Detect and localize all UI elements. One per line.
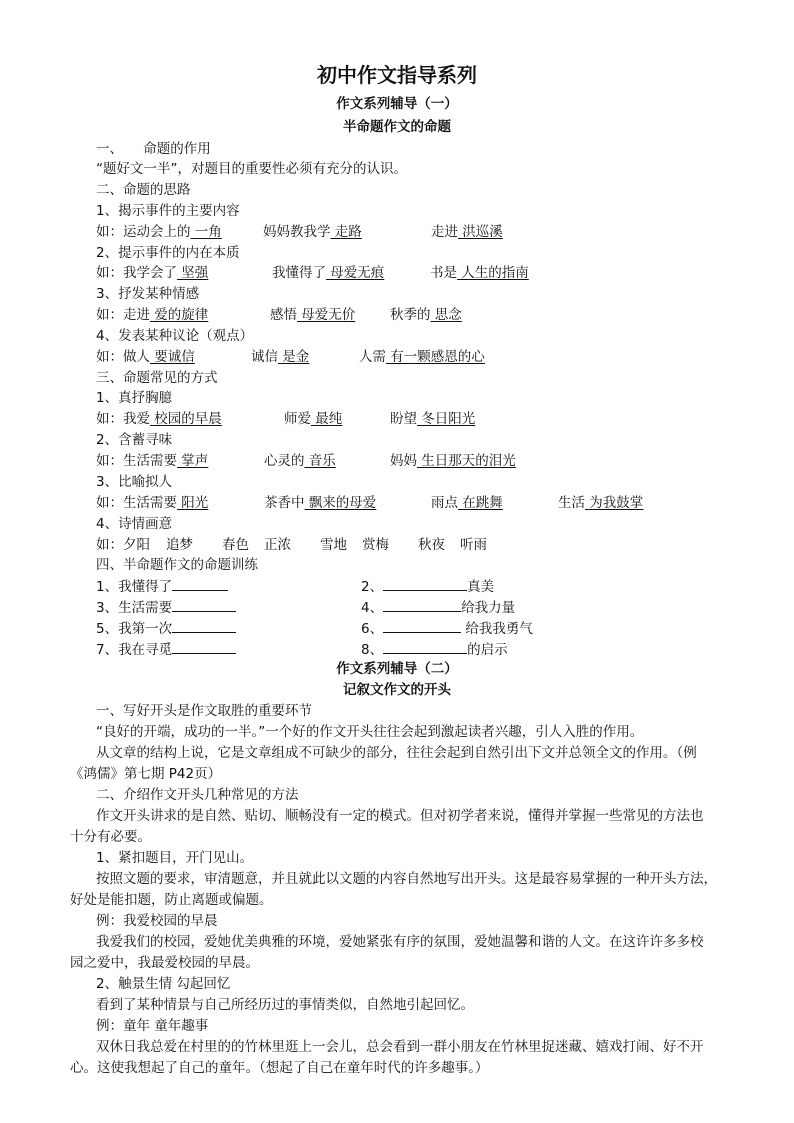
example-item: 我懂得了 母爱无痕 [272,265,385,281]
example-item: 秋夜 [418,537,445,553]
example-item: 如：我学会了 坚强 [96,265,209,281]
subheading: 2、触景生情 勾起回忆 [96,976,231,992]
subheading: 4、发表某种议论（观点） [96,328,254,344]
paragraph: 我爱我们的校园，爱她优美典雅的环境，爱她紧张有序的氛围，爱她温馨和谐的人文。在这许许多多校 [96,934,704,950]
section2-title: 作文系列辅导（二） [336,661,458,677]
example-item: 如：走进 爱的旋律 [96,307,209,323]
example-item: 盼望 冬日阳光 [390,411,476,427]
blank-line [383,578,467,591]
example-item: 诚信 是金 [251,349,310,365]
training-item: 4、 给我力量 [361,600,516,616]
training-item: 2、 真美 [361,579,495,595]
example-item: 正浓 [264,537,291,553]
blank-line [172,599,236,612]
section2-subtitle: 记叙文作文的开头 [343,682,451,698]
subheading: 4、诗情画意 [96,516,173,532]
example-item: 如：生活需要 掌声 [96,453,209,469]
example-title: 例：童年 童年趣事 [96,1018,209,1034]
example-item: 师爱 最纯 [284,411,343,427]
example-item: 如：生活需要 阳光 [96,495,209,511]
paragraph: 双休日我总爱在村里的的竹林里逛上一会儿，总会看到一群小朋友在竹林里捉迷藏、嬉戏打闹、好不开 [96,1039,704,1055]
blank-line [383,599,461,612]
heading-1: 一、 命题的作用 [96,141,211,157]
example-item: 如：做人 要诚信 [96,349,195,365]
example-item: 茶香中 飘来的母爱 [264,495,377,511]
example-item: 雨点 在跳舞 [431,495,503,511]
blank-line [172,578,228,591]
heading-2: 二、介绍作文开头几种常见的方法 [96,787,299,803]
training-item: 8、 的启示 [361,642,508,658]
subheading: 1、揭示事件的主要内容 [96,203,240,219]
example-item: 雪地 [320,537,347,553]
section1-subtitle: 半命题作文的命题 [343,119,451,135]
example-item: 人需 有一颗感恩的心 [359,349,485,365]
blank-line [383,641,467,654]
training-item: 1、我懂得了 [96,578,228,596]
heading-1: 一、写好开头是作文取胜的重要环节 [96,703,312,719]
subheading: 2、含蓄寻味 [96,432,173,448]
paragraph: 作文开头讲求的是自然、贴切、顺畅没有一定的模式。但对初学者来说，懂得并掌握一些常见的方法也 [96,808,704,824]
training-item: 7、我在寻觅 [96,641,236,659]
example-item: 心灵的 音乐 [264,453,336,469]
subheading: 1、真抒胸臆 [96,390,173,406]
blank-line [172,620,236,633]
training-item: 6、 给我我勇气 [361,621,533,637]
paragraph-continuation: 园之爱中，我最爱校园的早晨。 [70,955,259,971]
example-item: 书是 人生的指南 [430,265,529,281]
example-item: 走进 洪巡溪 [431,224,503,240]
subheading: 2、提示事件的内在本质 [96,245,240,261]
paragraph-continuation: 好处是能扣题，防止离题或偏题。 [70,892,273,908]
example-item: 妈妈 生日那天的泪光 [390,453,516,469]
paragraph-continuation: 《鸿儒》第七期 P42页） [70,766,222,782]
blank-line [383,620,461,633]
example-item: 如：运动会上的 一角 [96,224,222,240]
example-item: 如：我爱 校园的早晨 [96,411,222,427]
heading-4: 四、半命题作文的命题训练 [96,557,258,573]
example-item: 生活 为我鼓掌 [558,495,644,511]
example-title: 例：我爱校园的早晨 [96,913,218,929]
paragraph: 按照文题的要求，审清题意，并且就此以文题的内容自然地写出开头。这是最容易掌握的一种开头方法， [96,871,717,887]
blank-line [172,641,236,654]
paragraph-continuation: 心。这使我想起了自己的童年。（想起了自己在童年时代的许多趣事。） [70,1060,489,1076]
section1-title: 作文系列辅导（一） [336,96,458,112]
example-item: 感悟 母爱无价 [270,307,356,323]
paragraph-continuation: 十分有必要。 [70,829,151,845]
document-title: 初中作文指导系列 [317,63,477,87]
subheading: 1、紧扣题目，开门见山。 [96,850,254,866]
paragraph: 从文章的结构上说，它是文章组成不可缺少的部分，往往会起到自然引出下文并总领全文的作用。（例 [96,745,697,761]
example-item: 追梦 [166,537,193,553]
example-item: 如：夕阳 [96,537,150,553]
paragraph: “良好的开端，成功的一半。”一个好的作文开头往往会起到激起读者兴趣，引人入胜的作用。 [96,724,644,740]
paragraph: 看到了某种情景与自己所经历过的事情类似，自然地引起回忆。 [96,997,474,1013]
heading-3: 三、命题常见的方式 [96,370,218,386]
heading-2: 二、命题的思路 [96,182,191,198]
example-item: 春色 [222,537,249,553]
training-item: 3、生活需要 [96,599,236,617]
paragraph: “题好文一半”，对题目的重要性必须有充分的认识。 [96,161,407,177]
example-item: 赏梅 [362,537,389,553]
example-item: 妈妈教我学 走路 [263,224,362,240]
subheading: 3、抒发某种情感 [96,286,200,302]
example-item: 听雨 [460,537,487,553]
training-item: 5、我第一次 [96,620,236,638]
example-item: 秋季的 思念 [390,307,462,323]
subheading: 3、比喻拟人 [96,474,173,490]
